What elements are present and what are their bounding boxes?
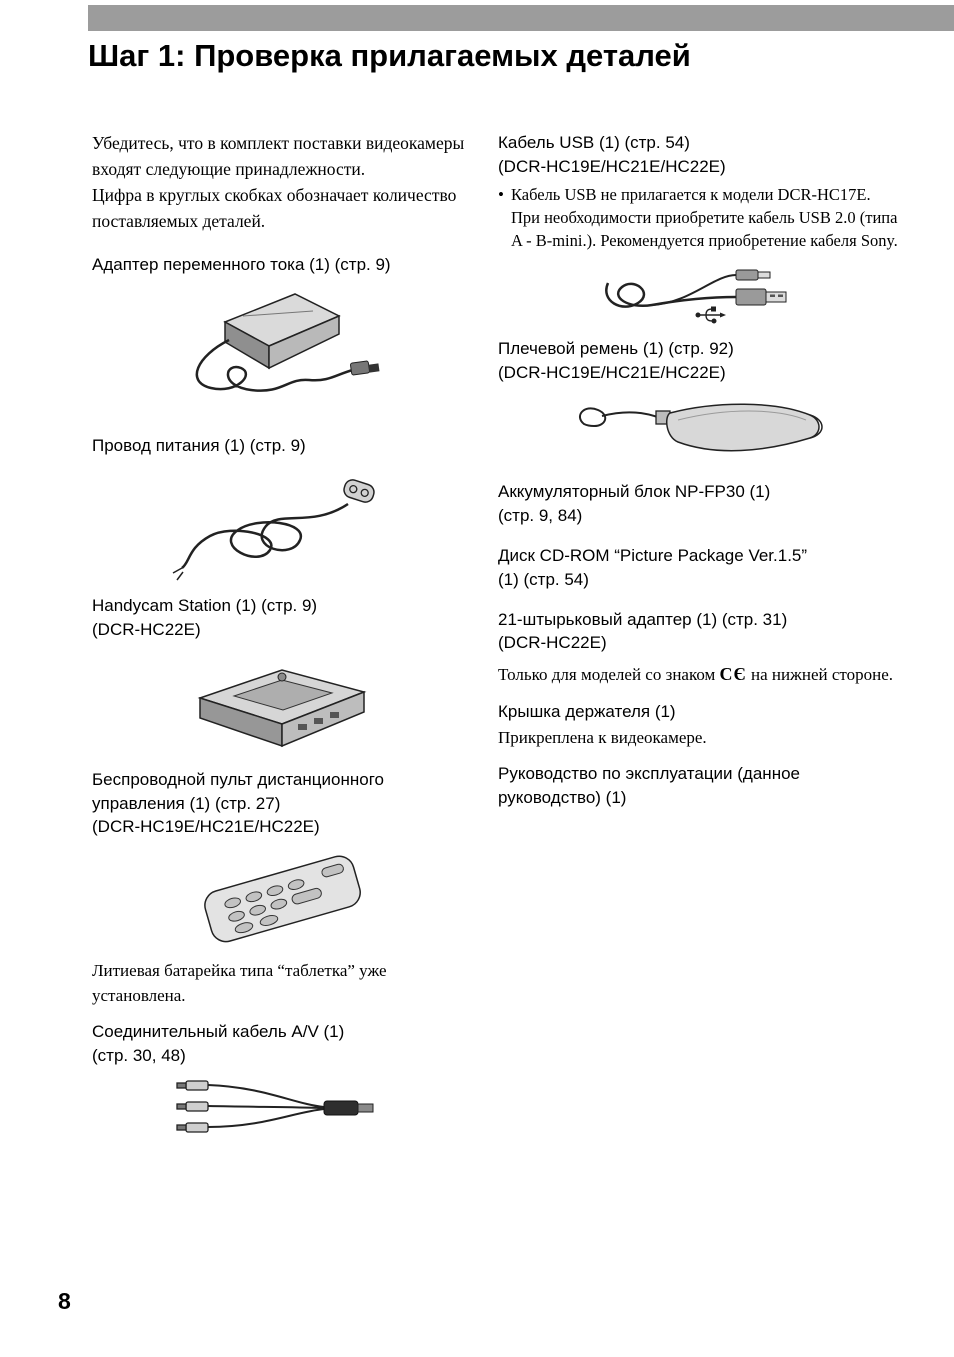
left-column bbox=[92, 131, 472, 1156]
item-title-line2: (1) (стр. 54) bbox=[498, 569, 589, 589]
item-models: (DCR-HC22E) bbox=[92, 619, 201, 639]
item-title: Аккумуляторный блок NP-FP30 (1) bbox=[498, 482, 771, 502]
usb-note-text: Кабель USB не прилагается к модели DCR-HC17E. При необходимости приобретите кабель USB 2.0 (типа A - B-mini.). Рекомендуется приобретение кабеля Sony. bbox=[510, 184, 898, 251]
item-title: Беспроводной пульт дистанционного управления (1) (стр. 27) bbox=[92, 769, 384, 813]
power-cord-drawing bbox=[162, 464, 402, 582]
item-21pin-adapter bbox=[498, 608, 900, 688]
page-number: 8 bbox=[58, 1288, 71, 1314]
item-models: (DCR-HC19E/HC21E/HC22E) bbox=[498, 362, 726, 382]
av-cable-image bbox=[92, 1074, 472, 1144]
remote-control-image bbox=[92, 845, 472, 949]
pin-adapter-note bbox=[498, 661, 900, 688]
shoulder-strap-image bbox=[498, 390, 900, 468]
item-title: Соединительный кабель A/V (1) bbox=[92, 1022, 345, 1042]
intro-text bbox=[92, 131, 472, 235]
item-shoulder-strap bbox=[498, 337, 900, 469]
item-title: 21-штырьковый адаптер (1) (стр. 31) bbox=[498, 609, 788, 629]
item-title: Плечевой ремень (1) (стр. 92) bbox=[498, 338, 734, 358]
usb-note bbox=[498, 183, 900, 253]
item-power-cord bbox=[92, 434, 472, 582]
item-title: Руководство по эксплуатации (данное руководство) (1) bbox=[498, 764, 800, 808]
item-av-cable bbox=[92, 1020, 472, 1144]
ac-adapter-drawing bbox=[167, 282, 397, 422]
right-column bbox=[498, 131, 900, 822]
item-models: (DCR-HC22E) bbox=[498, 633, 607, 653]
ce-mark-icon: CЄ bbox=[719, 664, 747, 685]
handycam-station-drawing bbox=[182, 648, 382, 756]
item-title: Адаптер переменного тока (1) (стр. 9) bbox=[92, 254, 391, 274]
remote-control-drawing bbox=[177, 845, 387, 949]
item-handycam-station bbox=[92, 594, 472, 756]
note-text-after: на нижней стороне. bbox=[751, 665, 893, 685]
usb-cable-drawing bbox=[594, 259, 804, 325]
bullet-marker: • bbox=[498, 184, 504, 204]
av-cable-drawing bbox=[172, 1074, 392, 1144]
handycam-station-image bbox=[92, 648, 472, 756]
item-cd-rom bbox=[498, 544, 900, 592]
item-pages: (стр. 30, 48) bbox=[92, 1046, 186, 1066]
note-text-before: Только для моделей со знаком bbox=[498, 665, 716, 685]
item-title: Handycam Station (1) (стр. 9) bbox=[92, 596, 318, 616]
item-title: Провод питания (1) (стр. 9) bbox=[92, 436, 306, 456]
item-battery bbox=[498, 480, 900, 528]
intro-paragraph-1: Убедитесь, что в комплект поставки видеокамеры входят следующие принадлежности. bbox=[92, 133, 465, 179]
item-title-line1: Диск CD-ROM “Picture Package Ver.1.5” bbox=[498, 546, 808, 566]
header-accent-bar bbox=[88, 5, 954, 31]
item-holder-cap bbox=[498, 700, 900, 750]
item-title: Крышка держателя (1) bbox=[498, 701, 676, 721]
shoulder-strap-drawing bbox=[564, 390, 834, 468]
item-models: (DCR-HC19E/HC21E/HC22E) bbox=[498, 156, 726, 176]
item-pages: (стр. 9, 84) bbox=[498, 506, 583, 526]
ac-adapter-image bbox=[92, 282, 472, 422]
remote-note: Литиевая батарейка типа “таблетка” уже установлена. bbox=[92, 961, 387, 1005]
holder-cap-note: Прикреплена к видеокамере. bbox=[498, 727, 707, 747]
power-cord-image bbox=[92, 464, 472, 582]
item-usb-cable bbox=[498, 131, 900, 325]
page-title: Шаг 1: Проверка прилагаемых деталей bbox=[88, 38, 691, 73]
usb-icon bbox=[696, 306, 727, 323]
item-remote-control bbox=[92, 768, 472, 1009]
item-models: (DCR-HC19E/HC21E/HC22E) bbox=[92, 817, 320, 837]
item-manual bbox=[498, 762, 900, 810]
item-title: Кабель USB (1) (стр. 54) bbox=[498, 133, 690, 152]
intro-paragraph-2: Цифра в круглых скобках обозначает количество поставляемых деталей. bbox=[92, 184, 457, 231]
item-ac-adapter bbox=[92, 253, 472, 423]
usb-cable-image bbox=[498, 259, 900, 325]
